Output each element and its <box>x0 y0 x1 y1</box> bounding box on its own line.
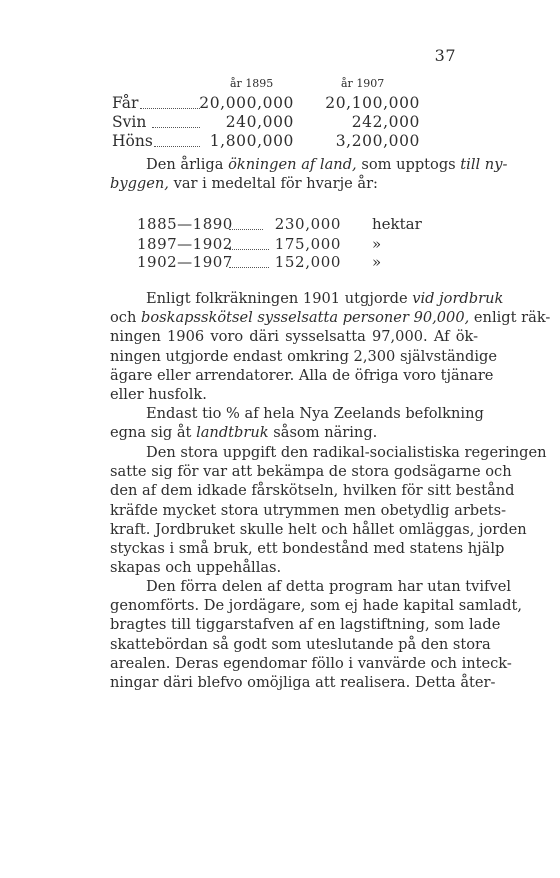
text-line: den af dem idkade fårskötseln, hvilken för sitt bestånd <box>110 482 515 500</box>
hectare-row <box>0 235 560 255</box>
hectare-value: 152,000 <box>274 253 341 271</box>
hectare-value: 175,000 <box>274 235 341 253</box>
value-1895: 1,800,000 <box>209 132 294 150</box>
text-line: Den stora uppgift den radikal-socialistiska regeringen <box>146 444 547 461</box>
text-line: bragtes till tiggarstafven af en lagstiftning, som lade <box>110 616 501 634</box>
text-line: styckas i små bruk, ett bondestånd med statens hjälp <box>110 539 505 557</box>
text-line: kräfde mycket stora utrymmen men obetydlig arbets- <box>110 501 507 519</box>
value-1907: 20,100,000 <box>325 94 420 112</box>
hectare-value: 230,000 <box>274 215 341 233</box>
paragraph-census <box>110 289 551 404</box>
leader-dots <box>229 228 263 230</box>
livestock-label: Svin <box>112 113 147 131</box>
text-line: och boskapsskötsel sysselsatta personer 90,000, enligt räk- <box>110 309 551 327</box>
paragraph-program-outcome <box>110 577 522 692</box>
text-line: eller husfolk. <box>110 385 207 403</box>
value-1907: 3,200,000 <box>335 132 420 150</box>
text-line: skattebördan så godt som uteslutande på den stora <box>110 635 491 653</box>
text-line: ningar däri blefvo omöjliga att realisera. Detta åter- <box>110 673 496 691</box>
text-line: ningen utgjorde endast omkring 2,300 självständige <box>110 347 498 365</box>
leader-dots <box>152 126 200 128</box>
page-number: 37 <box>434 46 456 65</box>
paragraph-agriculture-share <box>110 404 484 442</box>
paragraph-government-task <box>110 443 547 577</box>
text-line: genomförts. De jordägare, som ej hade kapital samladt, <box>110 597 522 615</box>
unit-label: hektar <box>372 215 422 233</box>
text-line: byggen, var i medeltal för hvarje år: <box>110 175 378 193</box>
leader-dots <box>140 107 200 109</box>
value-1895: 240,000 <box>225 113 294 131</box>
leader-dots <box>154 145 200 147</box>
text-line: kraft. Jordbruket skulle helt och hållet omläggas, jorden <box>110 520 527 538</box>
value-1895: 20,000,000 <box>199 94 294 112</box>
text-line: satte sig för var att bekämpa de stora godsägarne och <box>110 463 512 481</box>
unit-label: » <box>372 235 382 253</box>
leader-dots <box>229 266 269 268</box>
livestock-row <box>0 113 560 133</box>
paragraph-land-increase <box>110 155 508 193</box>
livestock-row <box>0 132 560 152</box>
text-line: ningen 1906 voro däri sysselsatta 97,000. Af ök- <box>110 328 478 346</box>
period-label: 1897—1902 <box>137 235 233 253</box>
leader-dots <box>229 248 269 250</box>
text-line: ägare eller arrendatorer. Alla de öfriga voro tjänare <box>110 366 494 384</box>
value-1907: 242,000 <box>351 113 420 131</box>
livestock-label: Höns <box>112 132 153 150</box>
column-header-1907: år 1907 <box>341 77 385 90</box>
text-line: egna sig åt landtbruk såsom näring. <box>110 424 378 442</box>
hectare-row <box>0 253 560 273</box>
column-header-1895: år 1895 <box>230 77 274 90</box>
livestock-label: Får <box>112 94 139 112</box>
text-line: Enligt folkräkningen 1901 utgjorde vid jordbruk <box>146 290 504 307</box>
text-line: skapas och uppehållas. <box>110 559 282 577</box>
text-line: Den årliga ökningen af land, som upptogs till ny- <box>146 156 508 173</box>
period-label: 1902—1907 <box>137 253 233 271</box>
text-line: arealen. Deras egendomar föllo i vanvärde och inteck- <box>110 654 512 672</box>
livestock-row <box>0 94 560 114</box>
text-line: Endast tio % af hela Nya Zeelands befolkning <box>146 405 484 422</box>
hectare-row <box>0 215 560 235</box>
unit-label: » <box>372 253 382 271</box>
period-label: 1885—1890 <box>137 215 233 233</box>
text-line: Den förra delen af detta program har utan tvifvel <box>146 578 512 595</box>
